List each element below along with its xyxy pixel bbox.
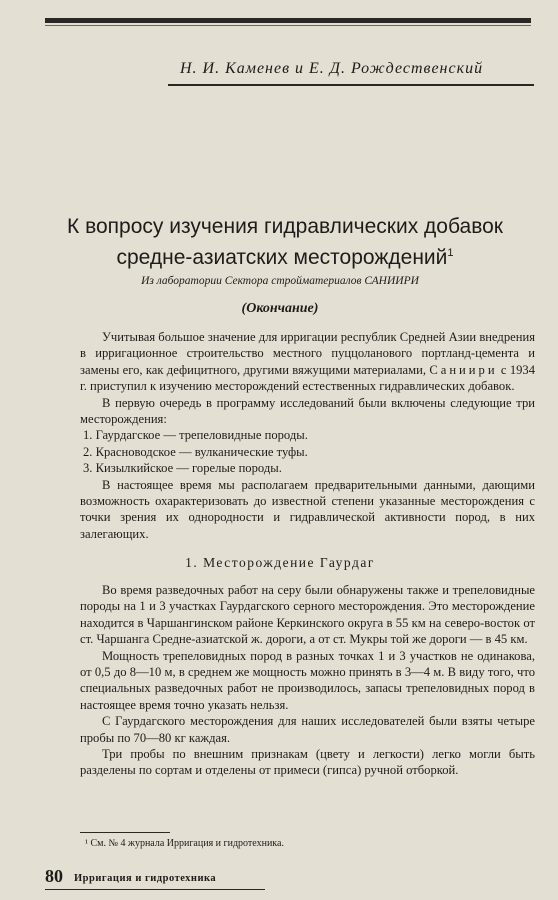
page-number: 80 (45, 866, 63, 886)
list-item: 2. Красноводское — вулканические туфы. (83, 444, 308, 459)
section-number: 1. (185, 555, 199, 570)
continuation-label: (Окончание) (241, 301, 319, 316)
top-rule (45, 18, 531, 23)
footnote-rule (80, 832, 170, 833)
section-paragraph-4: Три пробы по внешним признакам (цвету и легкости) легко могли быть разделены по сортам и отделены от примеси (гипса) ручной отборкой. (80, 747, 535, 778)
section-1-block (80, 582, 535, 779)
title-line-1: К вопросу изучения гидравлических добавок (67, 215, 503, 238)
laboratory-line: Из лаборатории Сектора стройматериалов САНИИРИ (141, 275, 419, 287)
article-title (40, 213, 530, 271)
intro-block (80, 329, 535, 542)
org-name: Саниири (429, 362, 498, 377)
section-title: Месторождение Гаурдаг (203, 555, 375, 570)
title-line-2: средне-азиатских месторождений (116, 246, 448, 269)
intro-paragraph-2: В первую очередь в программу исследований были включены следующие три месторождения: (80, 395, 535, 427)
section-paragraph-2: Мощность трепеловидных пород в разных точках 1 и 3 участков не одинакова, от 0,5 до 8—10 м, в среднем же мощность можно принять в 3—4 м. В виду того, что специальных разведочных работ не производилось, запасы трепеловидных пород в настоящее время точно указать нельзя. (80, 648, 535, 712)
running-title: Ирригация и гидротехника (74, 873, 217, 884)
title-footnote-mark: 1 (447, 247, 454, 259)
author-rule (168, 84, 534, 86)
section-paragraph-3: С Гаурдагского месторождения для наших исследователей были взяты четыре пробы по 70—80 кг каждая. (80, 714, 535, 745)
bottom-rule (45, 889, 265, 890)
list-item: 1. Гаурдагское — трепеловидные породы. (83, 428, 308, 443)
section-paragraph-1: Во время разведочных работ на серу были обнаружены также и трепеловидные породы на 1 и 3 участках Гаурдагского серного месторождения. Это месторождение находится в Чаршангинском районе Керкинского округа в 55 км на северо-восток от ст. Чаршанга Средне-азиатской ж. дороги, а от ст. Мукры той же дороги — в 45 км. (80, 583, 535, 647)
article-authors: Н. И. Каменев и Е. Д. Рождественский (180, 60, 484, 77)
intro-paragraph-1: Учитывая большое значение для ирригации республик Средней Азии внедрения в ирригационное строительство местного пуццоланового портланд-цемента и замены его, как дефицитного, другими вяжущими материалами, Саниири с 1934 г. приступил к изучению месторождений естественных гидравлических добавок. (80, 330, 536, 394)
intro-paragraph-3: В настоящее время мы располагаем предварительными данными, дающими возможность охарактеризовать до известной степени указанные месторождения с точки зрения их однородности и гидравлической активности пород, в них залегающих. (80, 477, 535, 541)
list-item: 3. Кизылкийское — горелые породы. (83, 461, 282, 476)
top-rule-thin (45, 25, 531, 26)
footnote: ¹ См. № 4 журнала Ирригация и гидротехника. (85, 838, 284, 849)
section-heading (60, 555, 500, 571)
